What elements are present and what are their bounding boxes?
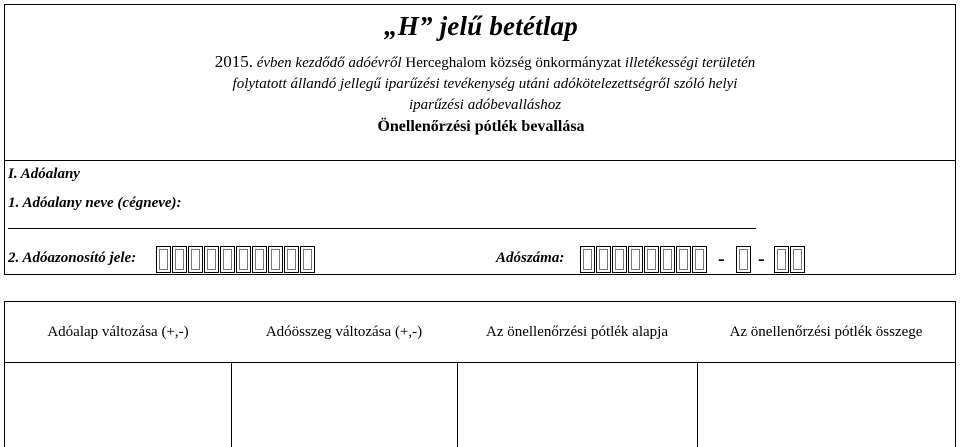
form-description: [185, 51, 785, 116]
taxpayer-name-field[interactable]: [8, 228, 756, 229]
digit-box[interactable]: [236, 246, 251, 273]
dash-separator: -: [758, 248, 765, 270]
digit-box[interactable]: [220, 246, 235, 273]
column-divider: [231, 362, 232, 447]
taxpayer-name-label: 1. Adóalany neve (cégneve):: [8, 195, 182, 211]
column-header: Adóalap változása (+,-): [47, 323, 189, 340]
form-title: „H” jelű betétlap: [384, 11, 578, 41]
section-heading: I. Adóalany: [8, 166, 80, 182]
digit-box[interactable]: [188, 246, 203, 273]
tax-id-input[interactable]: [156, 246, 316, 273]
digit-box[interactable]: [676, 246, 691, 273]
late-fee-table: [4, 301, 956, 447]
digit-box[interactable]: [596, 246, 611, 273]
digit-box[interactable]: [172, 246, 187, 273]
digit-box[interactable]: [268, 246, 283, 273]
digit-box[interactable]: [628, 246, 643, 273]
column-header: Az önellenőrzési pótlék összege: [729, 323, 923, 340]
tax-number-label: Adószáma:: [496, 250, 565, 266]
tax-number-input-main[interactable]: [580, 246, 708, 273]
year: 2015.: [214, 52, 253, 71]
digit-box[interactable]: [284, 246, 299, 273]
digit-box[interactable]: [790, 246, 805, 273]
form-subtitle: Önellenőrzési pótlék bevallása: [377, 118, 585, 135]
column-header: Az önellenőrzési pótlék alapja: [485, 323, 668, 340]
column-divider: [457, 362, 458, 447]
digit-box[interactable]: [692, 246, 707, 273]
digit-box[interactable]: [644, 246, 659, 273]
digit-box[interactable]: [612, 246, 627, 273]
dash-separator: -: [718, 248, 725, 270]
desc-italic-2: illetékességi területén: [624, 55, 756, 71]
digit-box[interactable]: [580, 246, 595, 273]
desc-italic-1: évben kezdődő adóévről: [256, 55, 402, 71]
column-divider: [697, 362, 698, 447]
column-header: Adóösszeg változása (+,-): [265, 323, 423, 340]
desc-line-2: folytatott állandó jellegű iparűzési tevékenység utáni adókötelezettségről szóló helyi: [232, 76, 738, 92]
digit-box[interactable]: [774, 246, 789, 273]
digit-box[interactable]: [204, 246, 219, 273]
digit-box[interactable]: [736, 246, 751, 273]
digit-box[interactable]: [156, 246, 171, 273]
digit-box[interactable]: [300, 246, 315, 273]
digit-box[interactable]: [660, 246, 675, 273]
form-frame: [4, 4, 956, 275]
municipality-name: Herceghalom község önkormányzat: [405, 55, 622, 71]
header-divider: [5, 160, 955, 161]
desc-line-3: iparűzési adóbevalláshoz: [408, 97, 562, 113]
tax-number-input-vat[interactable]: [736, 246, 752, 273]
tax-number-input-county[interactable]: [774, 246, 806, 273]
tax-id-label: 2. Adóazonosító jele:: [8, 250, 137, 266]
digit-box[interactable]: [252, 246, 267, 273]
